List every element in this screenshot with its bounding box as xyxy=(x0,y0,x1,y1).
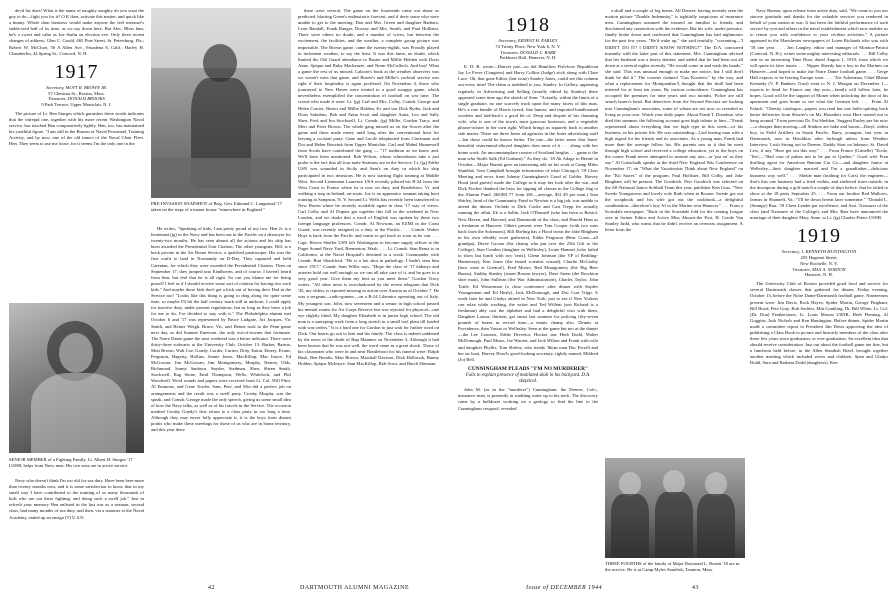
secretary-address-1919-line2: New Rochelle, N. Y. xyxy=(800,260,838,266)
right-page xyxy=(448,0,896,600)
treasurer-line: Treasurer, DONALD BROOKS xyxy=(48,96,105,102)
column-1-bottom xyxy=(9,478,144,578)
left-page-number: 42 xyxy=(208,585,215,591)
class-year-1917: 1917 xyxy=(54,60,99,83)
secretary-address: 57 Chestnut St., Boston, Mass. xyxy=(48,90,105,96)
column-4-body-2: John M. (as in the "murderer") Cunningham, the Denver, Colo., insurance man, is presently in wadding water up to his neck. The discovery came by a bulldozer working on a geology to find the line to the Cunningham cesspool, revealed xyxy=(458,387,598,411)
secretary-line-1918: Secretary, ERNEST H. EARLEY xyxy=(498,38,558,43)
class-year-1919: 1919 xyxy=(797,225,841,248)
column-6-body: Navy Bureau, upon release from active duty, said, "We come to you our sincere gratitude and thanks for the valuable services you rendered in behalf of your nation at war. It has been the faithful performance of such service by you and others in the naval establishment which now enables us to return you with confidence to your civilian activities." A picture appeared in the Manchester newspapers of Loren Richards who was with '18 one year. . . . Jim Langley, editor and manager of Monitor-Patriot (Concord, N. H.), writes some mighty interesting editorials. . . . Bill Colby sent in an interesting Time Roar, dated August 1, 1919, from which we will quote its later issues. . . . Nipper Sheedy has a boy in the Marines on Hanover—and hoped to make the Notre Dame football game. . . . Gerge Hall expects to be leaving Europe soon. . . . "Joe Ackerman, Chief Blaine Kennedy (V. P. Bankers Trust) went to N. J. Morgan on December 1—expects to head for France any day now—family will follow later, he hopes. Good will be the support of Monet when unlocking the door of his apartment and goes home to see what the German left. . . . From Al Faluck. "Obesity catalogue—papers you read but one hollo-quitting back better deliveries from Shorter's on Mr. Hounders west Here started out to hang around." From previous Dr. Fat Sheldon, 'Suggest Easley per his now—a cheaper than moving—all Stinhoo are bake and bacon—Daryl, oldest boy, in Field Artillery in South Pacific; Ruey, youngest, last year in Dartmouth, now in Hotchkiss after furlough unless from Weather Interview. Lrish Strong out in Denver, Daddy Strat on Inkmoo; St. David Lew, if any "Here get out this way." . . . From France (Grinelle) "Ecole, 'Ten';—"Bad case of pulses not to be put to Quebec." Good wife Fran thrilling agent for American Bantam Car Co.—and daughter Janice at Wellesley—their daughter married and I'm a grandfather—delicious business way well." . . . Shelde man (nothing for Cars) the engineer—that's this one business had a fired within, and sheltered from outside, in the downpour during a golf match a couple of days before, that he failed to show at the 18 party Septurber 25. . . . From our brother Red Mallows, farmer in Shannell, Va.: "I'll be down hereat later sometime." "Donald L. (Stumpy) Barr, '18 Cheer Leader par excellence, and Asst. Treasurer of the class (and Treasurer of the College), and Mrs. Barr have announced the marriage of their daughter Mary Anne, to Lt. (jg) Charles Peters USNR. xyxy=(750,8,888,221)
bonett-photo-caption-visible: THREE FOURTHS of the family of Major Raymond L. Bonett '18 are in the service. He is at Camp Myles Standish, Taunton, Mass. xyxy=(605,561,740,572)
column-6-body-2: The University Club of Boston provided good food and service for several Dartmouth classes that gathered for dinner, Friday evening, October 13, before the Notre Dame-Dartmouth football game. Nineteeners present were: Jim Davis, Rock Hayes, Spider Martin, George Pingham, Bill Hood, Pete Gray, Bob Sechler, Min Conkling, Dr. Bill White, Lt. Col. (Dr. Don) Featherstone, Lt. Louis Maxon USNR, Herb Fleming, Al Goggins, Josh Nichols and Ken Huntington. Before dinner, Spider Martin made a committee report to President Jim Davis approving the idea of publishing a Class Book to picture and historify members of the class after these few years since graduation, or ever graduation. An excellent idea that should receive consideration. Just out about the football game are fine, but a luncheon held before, in the Allen Standish Hotel, brought together another meeting which included wives and children. Spen and Gladys Dodd, Sara and Barbara Dodd (daughters), Ken xyxy=(750,281,888,366)
column-2-body: He writes, "Speaking of kids, I am pretty proud of my two. Hen Jr. is a lieutenant (jg) in the Navy and has been out in the Pacific on a destroyer for twenty-two months. He has seen almost all the actions and his ship has been awarded the Presidential Unit Citation. The other youngster, Bill, is a buck private in the Air Borne Service, a qualified paratrooper. His was the first outfit to land in Normandy on D-Day. They captured and held Carentan, for which they were awarded the Presidential Citation. Then on September 17, they jumped into Eindhoven, and of course, I haven't heard from him, but feel that he is all right. So can you blame me for being proud? I feel as if I should receive some sort of citation for having two such kids." And maybe those kids don't get a kick out of having their Dad in the Service too! "Looks like this thing is going to drag along for quite some time, so maybe I'll hit the half century mark still in uniform. I could apply for inactive duty, under present regulations, but as long as they have a job for me to do, I've decided to stay with it." The Philadelphia alumni met October 6 and '17 was represented by Bruce Ludgate, Art Jacques, Vic Smith, and Heinie Weigh. Bruce, Vic, and Heinie took in the Penn game next day, as did Sumner Emerson, the only out-of-towner that fortunate. The Notre Dame game the next weekend was a better indicator. There were thirty-three stalwarts at the University Club, October 13: Barker, Barton, Mott Brown, Walt Coe, Gondy, Corder, Currier, Doty, Eaton, Emery, Evans, Ferguson, Hagerty, Hollins, Jennie Jones, MacKillop, Mac Intyre, Ed McGowan, Jim McGowan, Jim Montgomery, Murphy, Nearey, Olds, Richmond, Sonny Sanborn, Snyder, Stedman, Shea, Sheen Smith, Stockwell, Rag Stone, Emil Thompson, Wells, Whitelock, and Phil Woodwell. Word rounds and papers were received from Lt. Col. Will Flint, Al Emmons, and Gene Towler. Sam, Pete, and Win did a perfect job on arrangements and the result was a swell party. Crosby Murphy was the speak, and Comdr. George made the only speech, giving us some small idea of how the Navy talks, as well as of his travels in the Service. The occasion marked Crosby Gondy's first return to a class party in too long a time. Although they may never fully appreciate it, it is the boys from distant points who make these meetings for those of us who are in home territory, and this year there xyxy=(151,226,291,433)
treasurer-address-1919: Hanover, N. H. xyxy=(804,272,833,278)
column-2 xyxy=(151,226,291,578)
column-1-top-text: devil his dues! What is the name of naughty naughty do you want the guy to do—fight you for it? O K then, activate this matter, and quick like a bunny. Whole darn business would make anyone the feel measure's stable-ized half of its time, as we say down here. But Alec, Bless him, he's a sweet and calm as Joe Stalin on election eve. Only three recent changes of address: Glen C. Gould, 465 Pine Street, St. Petersburg, Fla.; Robert W. McClure, 56 A Allen Ave., Pasadena 8, Calif.; Harley H. Chamberlin, 44 Spring St., Concord, N. H. xyxy=(9,8,144,56)
column-5 xyxy=(605,8,743,453)
column-1-bottom-text: Navy who doesn't think I'm too old for sea duty. Have been here more than twenty months now, and it is some satisfaction to know that in my small way I have contributed to the training of so many thousands of kids who are out there fighting, and doing such a swell job." Just in refresh your memory Hen enlisted in the last war as a seaman, second class, had many months of sea duty, and then, via a summer at the Naval Academy, ended up an ensign (T) U.S.N. xyxy=(9,478,144,520)
secretary-line-1919: Secretary, J. KENNETH HUNTINGTON xyxy=(781,249,857,255)
right-footer-issue: Issue of DECEMBER 1944 xyxy=(526,585,603,591)
secretary-address-1918: 74 Trinity Place, New York 6, N. Y. xyxy=(495,43,561,49)
treasurer-address-1918: Parkhurst Hall, Hanover, N. H. xyxy=(499,55,557,61)
secretary-address-1919: 255 Hugenot Street, xyxy=(800,255,838,261)
left-footer-title: DARTMOUTH ALUMNI MAGAZINE xyxy=(300,585,410,591)
right-page-number: 43 xyxy=(692,585,699,591)
class-year-1918: 1918 xyxy=(506,14,550,36)
column-3 xyxy=(298,8,439,578)
sturges-photo-caption: SENIOR MEMBER of a Fighting Family, Lt. Albert H. Sturges '17 USNR, helps from Navy men. His two sons are in active service. xyxy=(9,457,133,468)
column-1-body: The picture of Lt. Hen Sturges which garnishes these words indicates that the intrepid one, together with his more recent Washington Naval service, has touched Hen comparatively lightly. Hen, too, has maintained his youthful figure. "I am still in the Bureau of Naval Personnel, Training Activity, and by now, one of the old timers of the Naval Chair Fleet. Hen. They seem to use me loose, for it seems I'm the only one in the xyxy=(9,110,144,147)
column-4-body: E. D. R. wrote—Denver just—so did Hamilton Fish-how Republican Jay Le Fevre (Congress) and Harry Collins (Judge) stick along with Clare Luce. Oh, that gone Editor (last issue) Stanley Jones, could see this column out every time! The claim is indebted to you, Stanley. In Gallery, appearing regularly in Advertising and Selling (usually edited by Stanley) there appeared some time ago the sketch of Stan: "Actually, within the limits of a single graduate, no one scarcely truck upon the many facets of this man. He's a rare bundle of Harris tweed, fine humor, and imported handloomed woolens and laid-back's a good bit of. Deep and despite of his charming wife, who is one of the town's most gracious hostesses, and a vegetable phrase-twister in her own right. Which brings us squarely back to another side matter. There are three Jones ad agencies in the Jones advertising stuff—but those could he knows better. The one—the latter sense that Jones' beautiful sisterennial-alloyed daughter does most of it . . . along with her home work. An uncommonplace rooster of Scotland heights . . . game is the man who Stuffs Salk (Ed Graham)." As they do, '18 Ak Adage to Bernie in October—Major Barrett gave an interesting talk on his work at Camp Miles Standish. Tom Campbell brought information of what Chicago's '18 Class Meeting and news from Johnny Cunningham's Good of Goblet. Harvey Hood (and guests) made the College as it may her look after the war, and Dick Fischer thanked the boys for tipping all classes in the College flag to the Alumni Fund. ($8,881.77 from 281—average, $31.49 per man.) Tom Shirley, head of the Community Fund in Newton is a big job, was unable to attend the dinner. Orchids to Dick Cooke and Cast Trepp for actually running the affair. Ek is a Sallin, Jack O'Donnell (who has been to Bristol, New Haven, and Harvard, and Dartmouth of the class, and Harold Haas as a freshman at Hanover. Others present were Tom Cooper (with two sons back from the Solomons), Bill Ebeling has a Hood sweat the Jake Bingham in his own reliably wore gatherers), Eddie Ferguson (Bear Coast—all grandpa), Doree Gavaar (the champ who put over the 25th Gift to the College), Stan Condon (daughter in Wellesley), Louie Hamnet (who failed to show but lunch with two 'tests), Glenn Johnson (the VP of Redding-Hennessey), Ken Jones (the famed scientist wizard), Charlie McCarthy (how went at Grenon!), Fred Moore, Red Montgomery (the Big Beer Bunos), Stubby Stanley (smart Boston lawyer), Dave Stone (the Brockton shoe man), John Sullivan (the War Administration), Charles Taylor, John Tottle, Ed Wasserman (a close conference after dinner with Snyder Youngerman and Ed Healy), Jack McDonough, and Doc Curt Tripp. A week later he and Gladys attired in New York, just to see if New Yorkers can relax while working, the writer and Ted Willem (son Richard is a freshman) ably cast the alphabet and had a delightful visit with them. Daughter Louisa, thirteen, got smart last summer for policing fifty-seven pounds of beans in record time—a tennis champ also. Dennis at Providence, then Vassar or Wellesley. Seen at the game but not at the dinner—the Lee Cousens, Eddie Drevetor, Hocker star Herb Dodd, Walter McDonough, Paul Mears, Joe Warren, and Jack Wilton and Frank with wife and daughter Phyllis. Tom Shirley, who steady 'Skins man Doc Ferrell and her tar boat, Harvey Hood's good-looking secretary, rightly named, Mildred (Jo) Bell. xyxy=(458,64,598,362)
sturges-photo xyxy=(9,303,144,453)
langmead-photo-caption: PRE-INVASION SNAPSHOT of Brig. Gen. Edmund C. Langmead '17 taken on the steps of a manor house "somewhere in England." xyxy=(151,201,282,212)
cunningham-subhead: Fails to explain presence of mutilated skull in his backyard. D.A. skeptical. xyxy=(465,373,591,385)
secretary-line: Secretary, MOTT R. BROWN JR. xyxy=(46,84,107,90)
column-5-body: a skull and a couple of leg bones. All Denver, having recently seen the motion picture "Double Indemnity," is rightfully suspicious of insurance men. Cunningham assumed the insured air familiar to friends, and disclaimed any connection with the evidence. But his wife, under pressure, finally broke down and confessed that Cunningham has had nightmares for the past few years. "He'd wake up," she said tearfully, "screaming—'I DIDN'T DO IT! I DIDN'T KNOW NOTHING!'" The D.A. concurred instantly with the latter part of this statement. Mrs. Cunningham advised that her husband was a heavy drinker, and added that he had been out all down at a several nights recently. "He would come in and wash his hands," she said. This was unusual enough to make me notice, but I still don't think he did it." The coroner claimed "Gus Kooreen," by the way, and what a replacement for Monipanthas!) thought that the skull had been interred for at least ten years. By curious coincidence, Cunningham has occupied the premises for nine years and two months. Police are still search bones's head. But detectives from the Second Precinct are looking into Cunningham's associates, some of whom are not now so revealed as living as your own. Watch your daily paper. About Frank T. Donohue, who died this summer, the following account goes high tribute to him—"Frank represented about everything that we high type in this week—of his business, in his private life. He was outstanding—God fearing man with a high regard for his friends and its associates. As a young man, Frank had more than the average follow his. His parents saw to it that he went through high school and received a college education, yet to the boys on the corner Frank never attempted to assume any airs—or 'put on' as they say." Al Gottschalk speaks at the third New England War Conference on November 17, on "What the Vacationists Think about New England" on the "Kit Stores" of the program. Paul Hollister, Bill Colby, and Jake Bingham will be present. The Goodrich. Pest Goodrich was selected on the All-National Janice Softball Team this year, publisher Ken Goss, "New Swede Youngstown and lovely wife Ruth when in Boston. Swede got out the scrapbook and his wife got out the cookbook—a delightful combination—therefore's boy AI in the Marine sent Hanover." . . . From a Scotsdale newspaper, "Back in the Scarsdale fold for the coming League race in former Editor and Active Miss Almost-the Post, H. Conde Van Stanley Judd, who wants that he didn't receive an overseas assignment. A letter from the xyxy=(605,8,743,233)
langmead-photo xyxy=(151,8,291,198)
cunningham-headline: CUNNINGHAM PLEADS "I'M NO MURDERER" xyxy=(467,365,589,372)
treasurer-line-1919: Treasurer, MAX A. NORTON xyxy=(792,266,846,272)
column-6 xyxy=(750,8,888,583)
column-3-body: there were several. The game on the fourteenth came out about as predicted, blasting Green's enthusiastic forecast, and if drew some who were unable to get to the meeting: Don and Mrs. Green and daughter Barbara, Leon Randall, Frank Ranger, Doxsey and Mrs. Smith, and Paul Hollister. There were others no doubt, and a number of wives, but between the excitement, the facilities, and the weather, a complete group picture was impossible. The Brown game, came the twenty-eighth, was Proudly played in inclement weather, to say the least. It was this fame, no doubt, which limited the Old Guard attendance to Buster and Millie Holden with Doris Anne, Spique and Ruby Mackenzie, and Norm McCulloch. And boy! What a game the rest of us missed. Cahoon's book at the weather observers was we weren't miss that game, and Buster's and Millie's cocktail service was right if their hospitality is again proffered. On November 4, those who journeyed to New Haven were treated to a good scrappy game, which nevertheless exemplified the concentration of football on war time. The crowd who made it were: Lt. (jg) Carl and Mrs. Colby, Comdr. George and Helen Currier, Buster and Millie Holden, Ev and son Dick Ryder, Jack and Doris Saladino, Bob and Anita Scott and daughter Anita, Leo and Sally Shea, Ferd and Ina Stockwell, Lt. Comdr. (jg) Millie, Gordon Tracy, and Mert and Peter Brown. The whole gang missed us on the Scores after the game and there made merry until long after the conventional hour for leaving a cocktail party. Gene and Lucile telephoned from Cincinnati and Dot and Helen Bouvink from Upper Montclair. Carl and Mabel Hunnewell from Scotts have contributed the gang — "17 tradition as we know and. We'll have been mentioned. Bob Wilson, whose whereabouts take a just probe is the fact that all four male Strattons are in the Service. Lt. (jg) Eddie USN was wounded in Sicily and Sam's on duty in which his ship participated in two invasions. He is now starting flight training at Middle West. Second Lieutenant Laurence USA recently piloted his B-24 from the West Coast to France where he is now on duty, and Brattleboro, Vt. and walking a step in Ireland, en-route. Joe is an apprentice seaman taking boot training at Sampson, N. Y. Second Lt. Wells has recently been transferred to New Haven where he recently available again in class '17 way of views. Carl Colby and Al Dupuis got together this fall in the weekend in New London, and we doubt that a word of English was spoken by these two foreign language professors. Comdr. Al Newsom, an EZMI in the Coast Guard, was recently assigned to a duty in the Pacific. . . . Comdr. Walter Hoyt is back from the Pacific and wants to get back as soon as he can. . . . Capt. Howie Shaffer USN left Washington to become supply officer at the Puget Sound Navy Yard, Bremerton, Wash. . . . Lt. Comdr. Stan Rentz is in California, at the Naval Hospital's destined to a weak. Commander with Comdr. Burt Shackford. "He is a hot shot in pathology. I hadn't seen him since 1917," Comdr. Sam Willis says. "Hope the class of '17 kidneys and arteries hold out well enough so we can all take care of it, and he goes to a very good year. Give them my best as you meet them." Gordon Tracy writes, "All other news is overshadowed by the recent telegram that Dick '45, my oldest, is reported missing in action over Austria as of October 7. He was a sergeant—radio-gunner—on a B-24 Liberator operating out of Italy. My youngest son, John, now seventeen and a senior in high school passed his mental exams for Air Corps Reserve but was rejected for physical—one eye slightly blind. My daughter Elizabeth is in junior high school. The old man is a suntyping work from a long stretch in a small tool plant till loaded with war orders." It is a hard one for Gordon to just wait for further word on Dick. Our hearts go out to him and his family. The class is indeed saddened by the news of the death of Hap Manners on November 3. Although it had been known that he was not well, the word came as a great shock. Those of his classmates who were in and near Brattleboro for his funeral were: Ralph Bush, Ben Brooks, Mott Brown, Marshall Davison, Dick Holbrook, Bunny Holden, Spique McIntyre, Stan MacKillop, Bob Scott, and Butch Sherman. xyxy=(298,8,439,367)
treasurer-address: 9 Park Terrace, Upper Montclair, N. J. xyxy=(41,102,112,108)
bonett-family-photo xyxy=(605,458,745,558)
treasurer-line-1918: Treasurer, DONALD L. BARR xyxy=(500,49,556,55)
column-4 xyxy=(458,8,598,583)
